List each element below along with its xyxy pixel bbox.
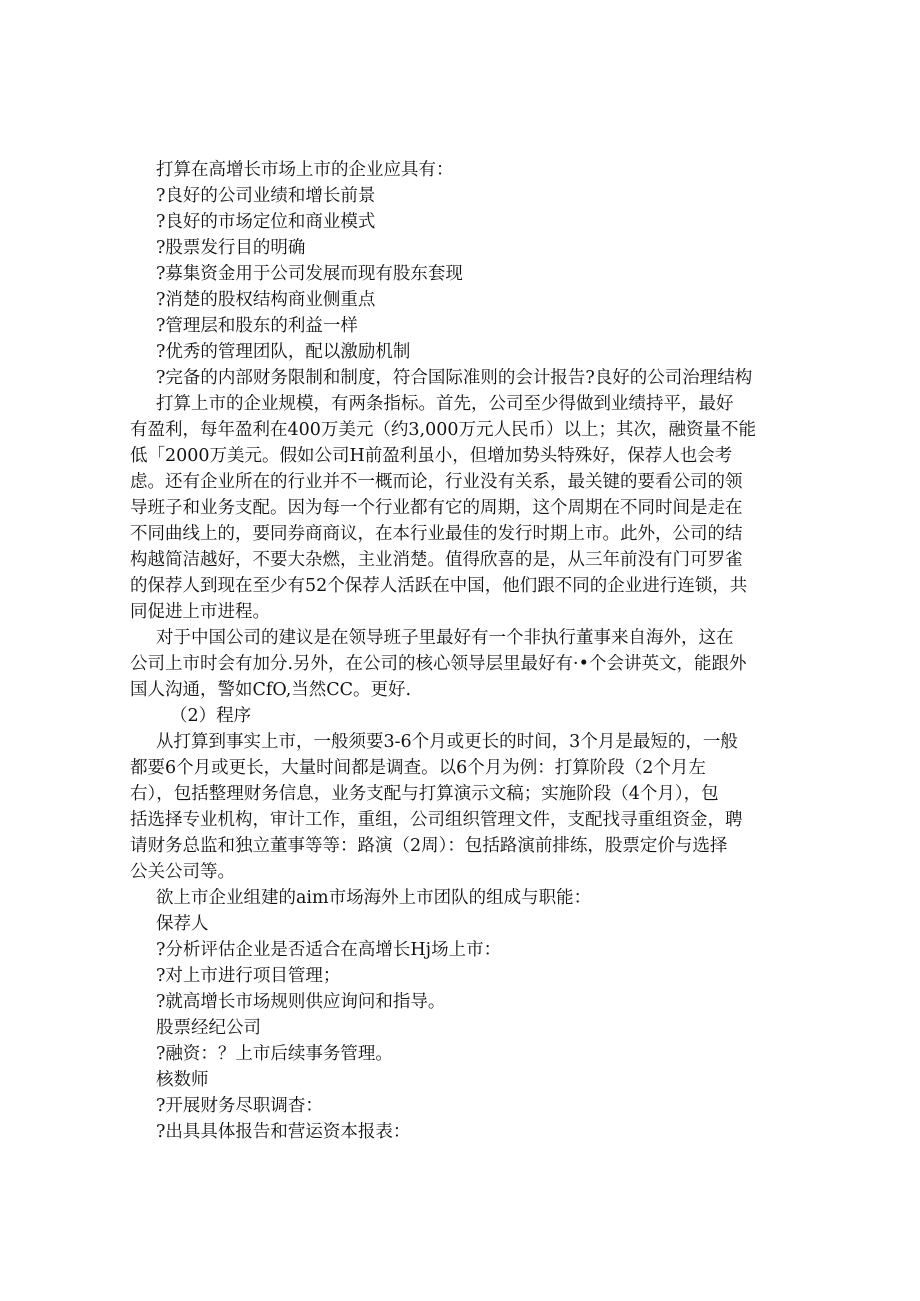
role-title-auditor: 核数师 xyxy=(156,1070,209,1090)
intro-heading: 打算在高增长市场上市的企业应具有： xyxy=(156,160,454,180)
paragraph-line: 右），包括整理财务信息，业务支配与打算演示文稿；实施阶段（4个月），包 xyxy=(130,784,719,804)
paragraph-line: 公关公司等。 xyxy=(130,862,235,882)
intro-bullet: ?良好的市场定位和商业模式 xyxy=(156,212,376,232)
paragraph-line: 不同曲线上的，要同券商商议，在本行业最佳的发行时期上市。此外，公司的结 xyxy=(130,524,743,544)
paragraph-line: 都要6个月或更长，大量时间都是调查。以6个月为例：打算阶段（2个月左 xyxy=(130,758,706,778)
role-duty: ?分析评估企业是否适合在高增长Hj场上市： xyxy=(156,940,502,960)
role-duty: ?就高增长市场规则供应询问和指导。 xyxy=(156,992,446,1012)
paragraph-line: 公司上市时会有加分.另外，在公司的核心领导层里最好有·•个会讲英文，能跟外 xyxy=(130,654,747,674)
role-title-broker: 股票经纪公司 xyxy=(156,1018,261,1038)
paragraph-line: 从打算到事实上市，一般须要3-6个月或更长的时间，3个月是最短的，一般 xyxy=(156,732,738,752)
team-heading: 欲上市企业组建的aim市场海外上市团队的组成与职能： xyxy=(156,888,592,908)
paragraph-line: 同促进上市进程。 xyxy=(130,602,270,622)
advice-paragraph xyxy=(130,625,790,703)
intro-bullet: ?消楚的股权结构商业侧重点 xyxy=(156,290,376,310)
paragraph-line: 打算上市的企业规模，有两条指标。首先，公司至少得做到业绩持平，最好 xyxy=(156,394,734,414)
intro-bullet: ?优秀的管理团队，配以激励机制 xyxy=(156,342,411,362)
paragraph-line: 的保荐人到现在至少有52个保荐人活跃在中国，他们跟不同的企业进行连锁，共 xyxy=(130,576,748,596)
team-section xyxy=(130,885,790,1145)
paragraph-line: 对于中国公司的建议是在领导班子里最好有一个非执行董事来自海外，这在 xyxy=(156,628,734,648)
paragraph-line: 导班子和业务支配。因为每一个行业都有它的周期，这个周期在不同时间是走在 xyxy=(130,498,743,518)
intro-bullet: ?良好的公司业绩和增长前景 xyxy=(156,186,376,206)
document-body xyxy=(130,157,790,1145)
role-duty: ?出具具体报告和营运资本报表： xyxy=(156,1122,411,1142)
paragraph-line: 虑。还有企业所在的行业并不一概而论，行业没有关系，最关键的要看公司的领 xyxy=(130,472,743,492)
paragraph-line: 请财务总监和独立董事等等：路演（2周）：包括路演前排练，股票定价与选择 xyxy=(130,836,728,856)
intro-section xyxy=(130,157,790,391)
intro-bullet: ?股票发行目的明确 xyxy=(156,238,306,258)
procedure-heading: （2）程序 xyxy=(170,706,252,726)
intro-bullet: ?募集资金用于公司发展而现有股东套现 xyxy=(156,264,463,284)
procedure-section xyxy=(130,703,790,885)
scale-paragraph xyxy=(130,391,790,625)
role-duty: ?开展财务尽职调杳： xyxy=(156,1096,323,1116)
paragraph-line: 括选择专业机构，审计工作，重组，公司组织管理文件，支配找寻重组资金，聘 xyxy=(130,810,743,830)
paragraph-line: 国人沟通，警如CfO,当然CC。更好. xyxy=(130,680,412,700)
role-duty: ?融资：？上市后续事务管理。 xyxy=(156,1044,393,1064)
paragraph-line: 有盈利，每年盈利在400万美元（约3,000万元人民币）以上；其次，融资量不能 xyxy=(130,420,756,440)
intro-bullet: ?完备的内部财务限制和制度，符合国际准则的会计报告?良好的公司治理结构 xyxy=(156,368,753,388)
role-title-sponsor: 保荐人 xyxy=(156,914,209,934)
paragraph-line: 低「2000万美元。假如公司H前盈利虽小，但增加势头特殊好，保荐人也会考 xyxy=(130,446,733,466)
intro-bullet: ?管理层和股东的利益一样 xyxy=(156,316,358,336)
paragraph-line: 构越简洁越好，不要大杂燃，主业消楚。值得欣喜的是，从三年前没有门可罗雀 xyxy=(130,550,743,570)
role-duty: ?对上市进行项目管理； xyxy=(156,966,341,986)
